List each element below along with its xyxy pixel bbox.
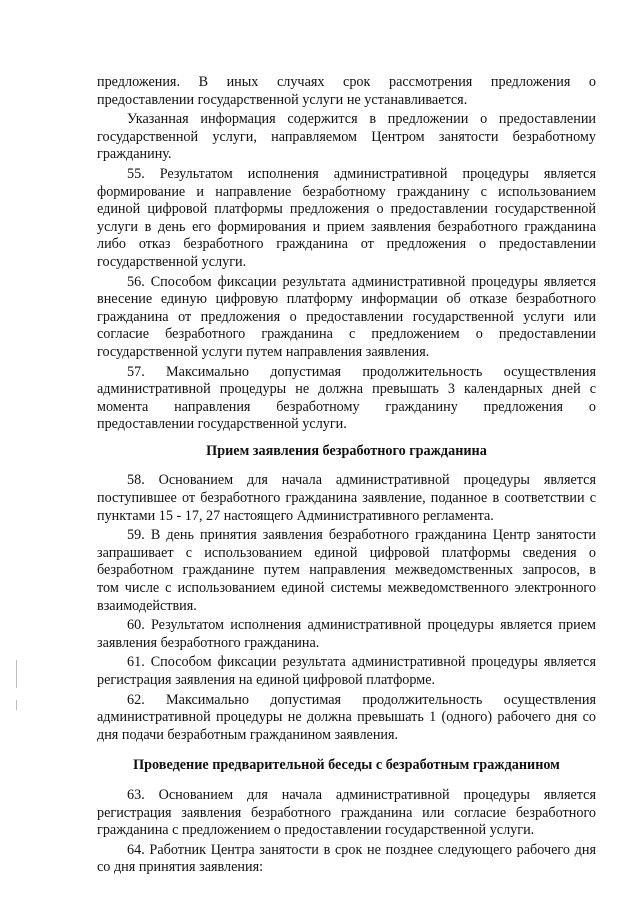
paragraph (97, 472, 596, 525)
text-line: согласие безработного гражданина с предложением о предоставлении (97, 326, 596, 343)
text-line: 57. Максимально допустимая продолжительность осуществления (127, 363, 596, 380)
text-line: дня подачи безработным гражданином заявления. (97, 726, 399, 743)
paragraph (97, 166, 596, 272)
text-line: том числе с использованием единой системы межведомственного электронного (97, 580, 596, 597)
text-line: 55. Результатом исполнения административной процедуры является (127, 165, 596, 182)
text-line: внесение единую цифровую платформу информации об отказе безработного (97, 291, 596, 308)
text-line: взаимодействия. (97, 597, 197, 614)
section-intro (97, 74, 596, 434)
paragraph (97, 274, 596, 362)
paragraph (97, 364, 596, 434)
paragraph (97, 654, 596, 689)
text-line: 58. Основанием для начала административной процедуры является (127, 472, 596, 489)
text-line: безработном гражданине путем направления межведомственных запросов, в (97, 562, 596, 579)
text-line: 62. Максимально допустимая продолжительность осуществления (127, 691, 596, 708)
text-line: 61. Способом фиксации результата административной процедуры является (127, 654, 596, 671)
section-heading-application: Прием заявления безработного гражданина (206, 442, 487, 459)
text-line: предложения. В иных случаях срок рассмотрения предложения о (97, 74, 596, 90)
text-line: гражданину. (97, 146, 172, 163)
paragraph (97, 111, 596, 164)
text-line: поступившее от безработного гражданина заявление, поданное в соответствии с (97, 490, 596, 507)
text-line: услуги в день его формирования и прием заявления безработного гражданина (97, 218, 596, 235)
text-line: 64. Работник Центра занятости в срок не позднее следующего рабочего дня (127, 841, 596, 858)
text-line: государственной услуги, направляемом Центром занятости безработному (97, 128, 596, 145)
text-line: 56. Способом фиксации результата административной процедуры является (127, 273, 596, 290)
paragraph (97, 692, 596, 745)
left-margin-mark-lower (16, 700, 17, 710)
text-line: Указанная информация содержится в предложении о предоставлении (127, 111, 596, 128)
section-heading-interview: Проведение предварительной беседы с безработным гражданином (133, 757, 560, 774)
section-interview-body (97, 787, 596, 877)
text-line: запрашивает с использованием единой цифровой платформы сведения о (97, 544, 596, 561)
text-line: 59. В день принятия заявления безработного гражданина Центр занятости (127, 527, 596, 544)
paragraph (97, 842, 596, 877)
text-line: предоставлении государственной услуги не устанавливается. (97, 91, 468, 108)
paragraph (97, 787, 596, 840)
text-line: единой цифровой платформы предложения о предоставлении государственной (97, 201, 596, 218)
text-line: регистрация заявления на единой цифровой платформе. (97, 672, 436, 688)
text-line: 60. Результатом исполнения административной процедуры является прием (127, 617, 596, 634)
text-line: регистрация заявления безработного гражданина или согласие безработного (97, 804, 596, 821)
text-line: предоставлении государственной услуги. (97, 416, 347, 433)
text-line: либо отказ безработного гражданина от предложения о предоставлении (97, 236, 596, 253)
text-line: момента направления безработному гражданину предложения о (97, 398, 596, 415)
section-application-body (97, 472, 596, 744)
text-line: 63. Основанием для начала административной процедуры является (127, 786, 596, 803)
text-line: административной процедуры не должна превышать 1 (одного) рабочего дня со (97, 709, 596, 726)
text-line: гражданина с предложением о предоставлении государственной услуги. (97, 822, 535, 839)
text-line: со дня принятия заявления: (97, 859, 264, 876)
text-line: государственной услуги путем направления заявления. (97, 343, 430, 360)
text-line: административной процедуры не должна превышать 3 календарных дней с (97, 381, 596, 398)
text-line: государственной услуги. (97, 253, 247, 270)
document-page (97, 74, 596, 879)
text-line: заявления безработного гражданина. (97, 634, 320, 651)
text-line: пунктами 15 - 17, 27 настоящего Административного регламента. (97, 507, 494, 524)
text-line: формирование и направление безработному гражданину с использованием (97, 183, 596, 200)
left-margin-mark (16, 660, 17, 688)
paragraph (97, 74, 596, 109)
paragraph (97, 617, 596, 652)
text-line: гражданина от предложения о предоставлении государственной услуги или (97, 308, 596, 325)
paragraph (97, 527, 596, 615)
